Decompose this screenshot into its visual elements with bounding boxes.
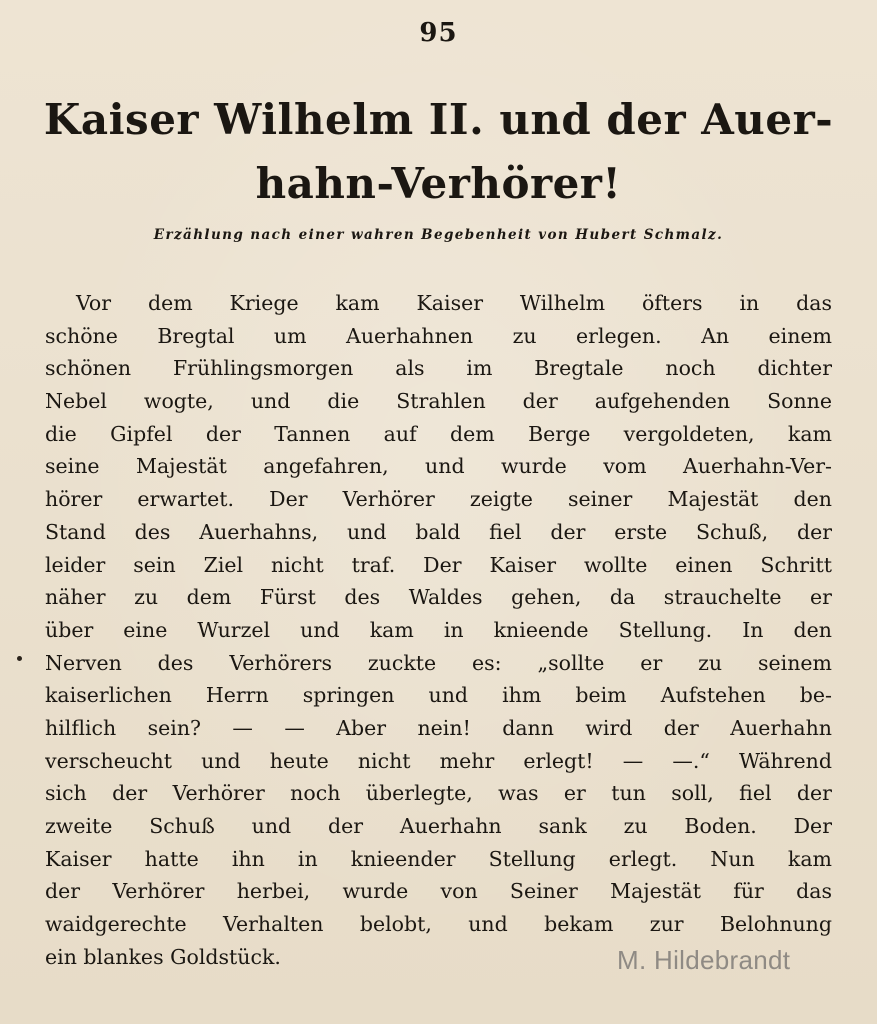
margin-mark [17,656,22,661]
body-line: Nerven des Verhörers zuckte es: „sollte er zu seinem [45,650,832,675]
body-line: ein blankes Goldstück. [45,944,281,969]
body-line: über eine Wurzel und kam in knieende Stellung. In den [45,617,832,642]
body-line: Vor dem Kriege kam Kaiser Wilhelm öfters in das [76,291,832,315]
body-line: Kaiser hatte ihn in knieender Stellung erlegt. Nun kam [45,846,832,871]
page-number: 95 [419,18,458,48]
article-body [45,287,832,973]
photographer-watermark: M. Hildebrandt [617,945,791,975]
body-line: hörer erwartet. Der Verhörer zeigte seiner Majestät den [45,487,832,512]
title-line-2: hahn-Verhörer! [255,159,622,208]
article-subtitle: Erzählung nach einer wahren Begebenheit von Hubert Schmalz. [153,227,724,243]
body-line: die Gipfel der Tannen auf dem Berge vergoldeten, kam [45,421,832,446]
body-line: Stand des Auerhahns, und bald fiel der erste Schuß, der [45,519,832,544]
body-line: verscheucht und heute nicht mehr erlegt! — —.“ Während [45,748,832,773]
body-line: der Verhörer herbei, wurde von Seiner Majestät für das [45,879,832,904]
body-line: Nebel wogte, und die Strahlen der aufgehenden Sonne [45,389,832,414]
article-title [30,88,847,216]
body-line: schöne Bregtal um Auerhahnen zu erlegen. An einem [45,323,832,348]
body-line: näher zu dem Fürst des Waldes gehen, da strauchelte er [45,585,832,610]
body-line: waidgerechte Verhalten belobt, und bekam zur Belohnung [45,912,832,937]
body-line: zweite Schuß und der Auerhahn sank zu Boden. Der [45,814,832,838]
body-line: seine Majestät angefahren, und wurde vom Auerhahn-Ver- [45,454,832,479]
title-line-1: Kaiser Wilhelm II. und der Auer- [43,95,834,144]
body-line: schönen Frühlingsmorgen als im Bregtale noch dichter [45,356,832,381]
body-line: leider sein Ziel nicht traf. Der Kaiser wollte einen Schritt [45,552,832,577]
body-line: sich der Verhörer noch überlegte, was er tun soll, fiel der [45,781,832,806]
body-line: kaiserlichen Herrn springen und ihm beim Aufstehen be- [45,683,832,708]
body-line: hilflich sein? — — Aber nein! dann wird der Auerhahn [45,715,832,740]
